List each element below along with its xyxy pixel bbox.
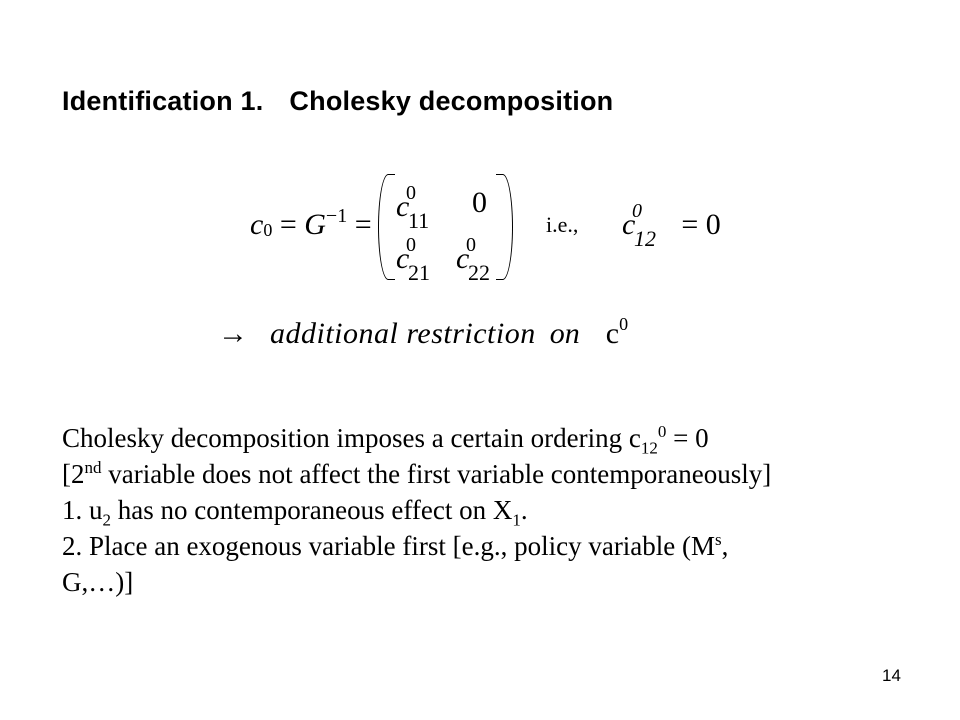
body-line-2: [2nd variable does not affect the first variable contemporaneously]: [62, 458, 772, 489]
title-part-cholesky: Cholesky decomposition: [289, 86, 614, 116]
restriction-equation: c 0 12 = 0: [622, 200, 721, 251]
body-line-1: Cholesky decomposition imposes a certain ordering $c_{12}^0 = 0$: [62, 422, 709, 458]
c-zero: $c^0$: [605, 314, 629, 350]
g-symbol: G: [304, 208, 326, 241]
matrix-cell-11: c 0 11: [396, 182, 430, 233]
matrix-cell-12: 0: [472, 186, 487, 219]
matrix-cell-22: c 0 22: [456, 234, 490, 285]
matrix-right-paren: [496, 174, 513, 280]
body-line-3: 1. $u_2$ has no contemporaneous effect on $X_1$.: [62, 495, 528, 530]
equation-additional-restriction: [218, 316, 628, 351]
lhs-sub: 0: [263, 220, 273, 240]
body-line-5: G,…)]: [62, 567, 134, 597]
matrix-left-paren: [378, 174, 395, 280]
matrix-cell-21: c 0 21: [396, 234, 430, 285]
body-line-4: 2. Place an exogenous variable first [e.g., policy variable ($M^s$,: [62, 530, 729, 561]
equals-sign: =: [279, 208, 297, 241]
right-arrow-icon: →: [218, 317, 248, 350]
lhs-c: c: [250, 208, 264, 241]
title-part-identification: Identification 1.: [62, 86, 264, 116]
slide-title: [62, 86, 613, 117]
page-number: 14: [882, 666, 901, 685]
equals-sign-2: =: [354, 208, 372, 241]
g-inverse-sup: −1: [325, 205, 348, 227]
on-text: on: [549, 317, 580, 350]
ie-label: i.e.,: [546, 212, 579, 237]
equation-lhs: [250, 205, 372, 242]
restriction-text: additional restriction: [270, 317, 536, 350]
body-text: [62, 420, 942, 600]
equation-cholesky-matrix: [250, 172, 721, 285]
